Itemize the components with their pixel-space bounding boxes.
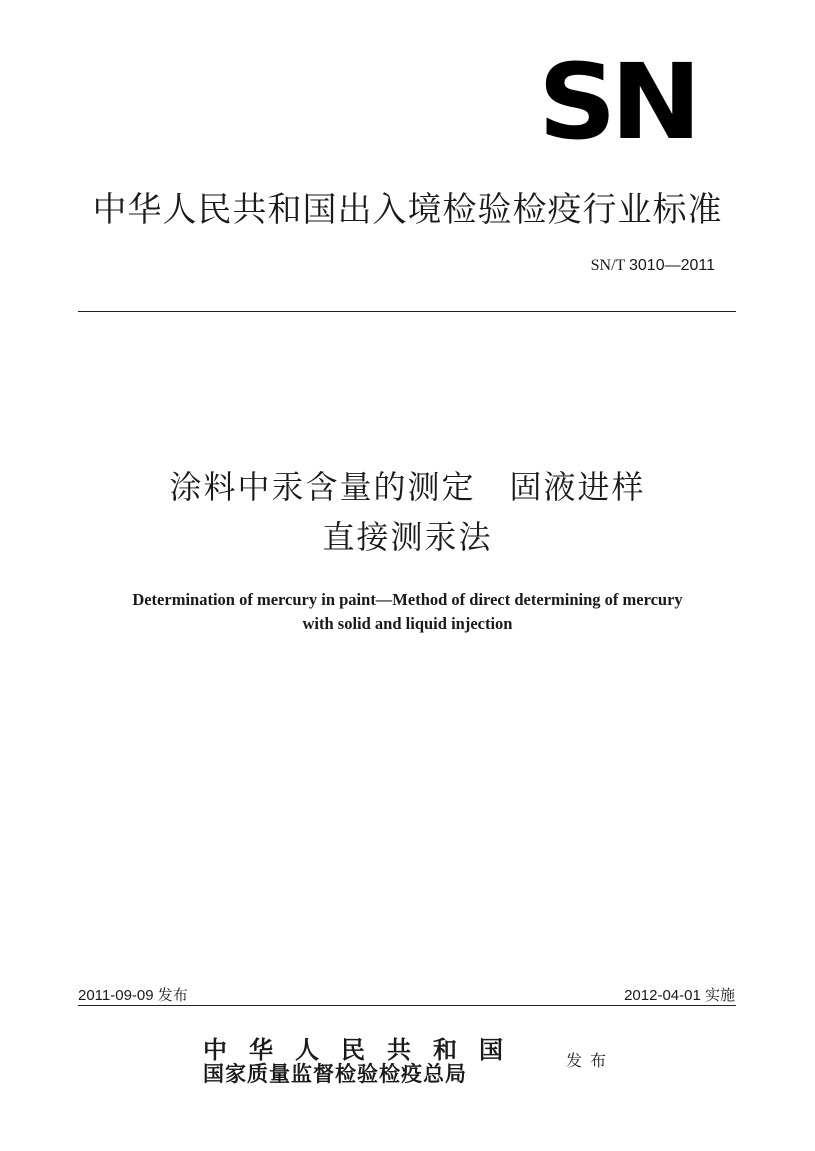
top-divider: [78, 311, 736, 312]
sn-logo: SN: [538, 41, 696, 163]
issue-label: 发布: [566, 1051, 615, 1070]
bottom-divider: [78, 1005, 736, 1006]
issuer-line2: 国家质量监督检验检疫总局: [203, 1061, 467, 1086]
title-chinese-line1: 涂料中汞含量的测定 固液进样: [169, 468, 646, 506]
implementation-date: 2012-04-01 实施: [624, 987, 735, 1004]
title-english-line2: with solid and liquid injection: [302, 614, 513, 633]
standard-organization: 中华人民共和国出入境检验检疫行业标准: [92, 190, 723, 230]
title-english-line1: Determination of mercury in paint—Method of direct determining of mercury: [132, 590, 683, 609]
standard-code-prefix: SN/T: [590, 257, 625, 274]
title-chinese-line2: 直接测汞法: [322, 518, 493, 556]
issue-date: 2011-09-09 发布: [78, 987, 188, 1004]
standard-code: [591, 257, 715, 275]
standard-code-number: 3010—2011: [629, 257, 715, 274]
issuer-line1: 中华人民共和国: [203, 1035, 525, 1064]
